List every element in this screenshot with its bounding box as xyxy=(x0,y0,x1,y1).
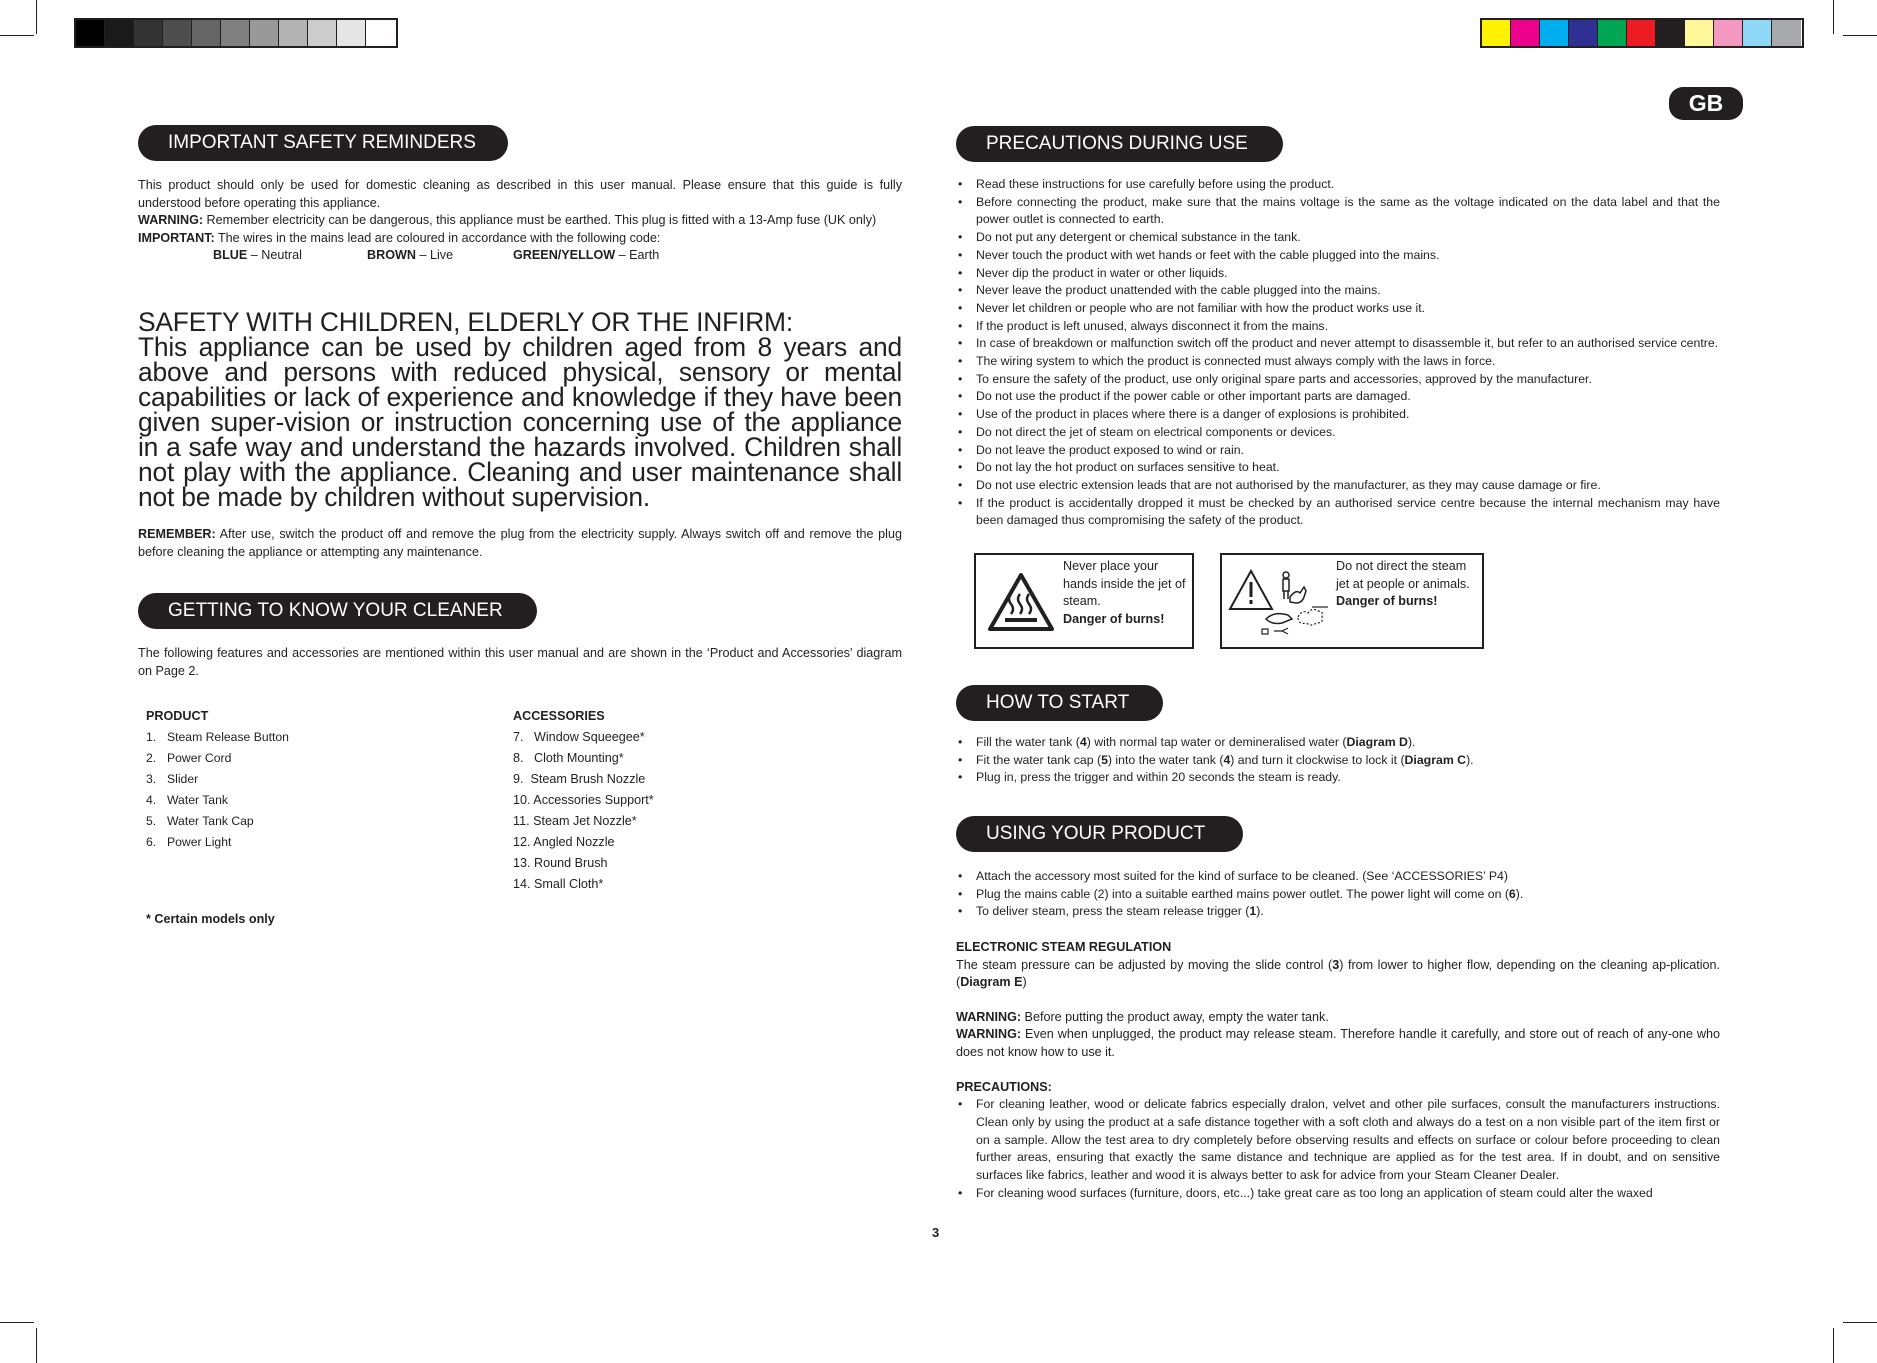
crop-mark xyxy=(0,1322,34,1323)
footnote: * Certain models only xyxy=(146,912,275,926)
section-title-precautions: PRECAUTIONS DURING USE xyxy=(956,126,1283,162)
list-item: • Do not put any detergent or chemical substance in the tank. xyxy=(956,229,1720,247)
list-item: • Never dip the product in water or other liquids. xyxy=(956,265,1720,283)
accessory-item: 7. Window Squeegee* xyxy=(513,730,645,744)
gray-swatch xyxy=(105,20,134,46)
crop-mark xyxy=(1833,0,1834,34)
list-item: • If the product is accidentally dropped it must be checked by an authorised service centre because the internal mechanism may have been damaged thus compromising the safety of the product. xyxy=(956,495,1720,530)
color-swatch xyxy=(1482,20,1511,46)
warning-text: Remember electricity can be dangerous, this appliance must be earthed. This plug is fitted with a 13-Amp fuse (UK only) xyxy=(203,213,877,228)
grayscale-color-bar xyxy=(74,18,398,48)
section-title-how-to-start: HOW TO START xyxy=(956,685,1163,721)
list-item: • Plug in, press the trigger and within 20 seconds the steam is ready. xyxy=(956,769,1720,787)
gray-swatch xyxy=(221,20,250,46)
color-swatch xyxy=(1569,20,1598,46)
accessory-item: 11. Steam Jet Nozzle* xyxy=(513,814,637,828)
precautions-block xyxy=(956,176,1720,530)
accessory-item: 9. Steam Brush Nozzle xyxy=(513,772,646,786)
warning-box-message: Do not direct the steam jet at people or animals. xyxy=(1336,559,1470,591)
list-item: • The wiring system to which the product is connected must always comply with the laws in force. xyxy=(956,353,1720,371)
list-item: • In case of breakdown or malfunction switch off the product and never attempt to disassemble it, but refer to an authorised service centre. xyxy=(956,335,1720,353)
accessory-item: 10. Accessories Support* xyxy=(513,793,654,807)
gray-swatch xyxy=(337,20,366,46)
list-item: • To deliver steam, press the steam release trigger (1). xyxy=(956,903,1720,921)
list-item: • Do not lay the hot product on surfaces sensitive to heat. xyxy=(956,459,1720,477)
color-swatch xyxy=(1598,20,1627,46)
color-swatch xyxy=(1627,20,1656,46)
crop-mark xyxy=(1843,35,1877,36)
section-title-safety: IMPORTANT SAFETY REMINDERS xyxy=(138,125,508,161)
remember-label: REMEMBER: xyxy=(138,527,216,541)
list-item: • To ensure the safety of the product, use only original spare parts and accessories, approved by the manufacturer. xyxy=(956,371,1720,389)
remember-note xyxy=(138,526,902,561)
color-swatch xyxy=(1656,20,1685,46)
warning-box-text xyxy=(1063,558,1189,628)
list-item: • Use of the product in places where there is a danger of explosions is prohibited. xyxy=(956,406,1720,424)
children-heading: SAFETY WITH CHILDREN, ELDERLY OR THE INFIRM: xyxy=(138,307,793,337)
list-item: • Fit the water tank cap (5) into the water tank (4) and turn it clockwise to lock it (Diagram C). xyxy=(956,752,1720,770)
important-label: IMPORTANT: xyxy=(138,230,215,245)
precautions-list xyxy=(956,176,1720,530)
list-item: • Plug the mains cable (2) into a suitable earthed mains power outlet. The power light will come on (6). xyxy=(956,886,1720,904)
warning-label: WARNING: xyxy=(138,213,204,228)
surface-precautions-list xyxy=(956,1096,1720,1202)
warning-box-message: Never place your hands inside the jet of steam. xyxy=(1063,559,1186,608)
list-item: • If the product is left unused, always disconnect it from the mains. xyxy=(956,318,1720,336)
wire-color: BLUE xyxy=(213,248,248,263)
wire-green-yellow xyxy=(513,247,659,265)
wire-code-row xyxy=(138,247,902,265)
wire-meaning: – Earth xyxy=(615,248,660,263)
gray-swatch xyxy=(192,20,221,46)
section-title-know: GETTING TO KNOW YOUR CLEANER xyxy=(138,593,537,629)
list-item: • For cleaning wood surfaces (furniture, doors, etc...) take great care as too long an application of steam could alter the waxed xyxy=(956,1185,1720,1203)
crop-mark xyxy=(0,35,34,36)
product-item xyxy=(146,727,466,748)
safety-important xyxy=(138,230,902,248)
wire-meaning: – Neutral xyxy=(247,248,302,263)
color-swatch xyxy=(1714,20,1743,46)
gray-swatch xyxy=(308,20,337,46)
children-body: This appliance can be used by children aged from 8 years and above and persons with reduced physical, sensory or mental capabilities or lack of experience and knowledge if they have been given super-vision or instruction concerning use of the appliance in a safe way and understand the hazards involved. Children shall not play with the appliance. Cleaning and user maintenance shall not be made by children without supervision. xyxy=(138,332,902,512)
precautions-heading: PRECAUTIONS: xyxy=(956,1079,1052,1094)
do-not-aim-warning-icon xyxy=(1226,567,1336,641)
item-number: 4. xyxy=(146,793,157,807)
list-item: • Never touch the product with wet hands or feet with the cable plugged into the mains. xyxy=(956,247,1720,265)
children-block xyxy=(138,307,902,561)
page-number: 3 xyxy=(932,1225,940,1240)
item-name: Steam Release Button xyxy=(167,730,289,744)
product-item xyxy=(146,811,466,832)
accessory-item: 12. Angled Nozzle xyxy=(513,835,615,849)
how-to-start-block xyxy=(956,734,1720,787)
process-color-bar xyxy=(1480,18,1804,48)
warning-box-hot-steam xyxy=(974,553,1194,649)
safety-block xyxy=(138,177,902,265)
hot-surface-warning-icon xyxy=(987,572,1055,632)
list-item: • Read these instructions for use carefully before using the product. xyxy=(956,176,1720,194)
how-to-start-list xyxy=(956,734,1720,787)
color-swatch xyxy=(1685,20,1714,46)
remember-text: After use, switch the product off and remove the plug from the electricity supply. Always switch off and remove the plug before cleaning the appliance or attempting any maintenance. xyxy=(138,527,902,559)
esr-text: The steam pressure can be adjusted by moving the slide control (3) from lower to higher flow, depending on the cleaning ap-plication. (Diagram E) xyxy=(956,957,1720,990)
crop-mark xyxy=(1843,1322,1877,1323)
wire-brown xyxy=(367,247,453,265)
warning-unplugged: WARNING: Even when unplugged, the product may release steam. Therefore handle it carefully, and store out of reach of any-one who does not know how to use it. xyxy=(956,1027,1720,1060)
list-item: • Do not direct the jet of steam on electrical components or devices. xyxy=(956,424,1720,442)
wire-color: GREEN/YELLOW xyxy=(513,248,616,263)
item-number: 6. xyxy=(146,835,157,849)
crop-mark xyxy=(36,1328,37,1363)
crop-mark xyxy=(1833,1328,1834,1363)
color-swatch xyxy=(1540,20,1569,46)
accessories-heading: ACCESSORIES xyxy=(513,709,605,723)
product-item xyxy=(146,748,466,769)
wire-meaning: – Live xyxy=(415,248,454,263)
list-item: • Attach the accessory most suited for the kind of surface to be cleaned. (See ‘ACCESSORIES’ P4) xyxy=(956,868,1720,886)
list-item: • Before connecting the product, make sure that the mains voltage is the same as the voltage indicated on the data label and that the power outlet is connected to earth. xyxy=(956,194,1720,229)
warning-box-danger: Danger of burns! xyxy=(1336,594,1438,608)
item-number: 5. xyxy=(146,814,157,828)
product-heading: PRODUCT xyxy=(146,709,209,723)
language-badge: GB xyxy=(1669,87,1743,120)
item-name: Water Tank xyxy=(167,793,228,807)
crop-mark xyxy=(36,0,37,34)
warning-empty-tank: WARNING: Before putting the product away, empty the water tank. xyxy=(956,1009,1329,1024)
warning-box-danger: Danger of burns! xyxy=(1063,611,1165,626)
know-intro xyxy=(138,645,902,680)
product-item xyxy=(146,790,466,811)
color-swatch xyxy=(1743,20,1772,46)
product-list-block xyxy=(146,706,466,853)
important-text: The wires in the mains lead are coloured in accordance with the following code: xyxy=(214,230,661,245)
list-item: • For cleaning leather, wood or delicate fabrics especially dralon, velvet and other pile surfaces, consult the manufacturers instructions. Clean only by using the product at a safe distance together with a soft cloth and always do a test on a non visible part of the item first or on a sample. Allow the test area to dry completely before observing results and effects on surface or colour before proceeding to clean further areas, ensuring that exactly the same distance and technique are applied as for the test area. If in doubt, and on sensitive surfaces like fabrics, leather and wood it is always better to ask for advice from your Steam Cleaner Dealer. xyxy=(956,1096,1720,1185)
item-name: Power Cord xyxy=(167,751,232,765)
list-item: • Fill the water tank (4) with normal tap water or demineralised water (Diagram D). xyxy=(956,734,1720,752)
color-swatch xyxy=(1772,20,1801,46)
item-name: Slider xyxy=(167,772,199,786)
accessory-item: 13. Round Brush xyxy=(513,856,608,870)
gray-swatch xyxy=(250,20,279,46)
color-swatch xyxy=(1511,20,1540,46)
product-item xyxy=(146,832,466,853)
item-number: 3. xyxy=(146,772,157,786)
safety-intro: This product should only be used for domestic cleaning as described in this user manual. Please ensure that this guide is fully understood before operating this appliance. xyxy=(138,178,902,210)
accessories-list xyxy=(513,727,833,895)
gray-swatch xyxy=(134,20,163,46)
section-title-using: USING YOUR PRODUCT xyxy=(956,816,1243,852)
accessory-item: 14. Small Cloth* xyxy=(513,877,604,891)
esr-heading: ELECTRONIC STEAM REGULATION xyxy=(956,940,1172,955)
gray-swatch xyxy=(76,20,105,46)
gray-swatch xyxy=(279,20,308,46)
accessories-list-block xyxy=(513,706,833,895)
using-block xyxy=(956,868,1720,1202)
know-intro-text: The following features and accessories are mentioned within this user manual and are shown in the ‘Product and Accessories’ diagram on Page 2. xyxy=(138,646,902,678)
using-list xyxy=(956,868,1720,921)
item-number: 1. xyxy=(146,730,157,744)
list-item: • Do not leave the product exposed to wind or rain. xyxy=(956,442,1720,460)
list-item: • Do not use the product if the power cable or other important parts are damaged. xyxy=(956,388,1720,406)
gray-swatch xyxy=(163,20,192,46)
item-name: Water Tank Cap xyxy=(167,814,254,828)
item-number: 2. xyxy=(146,751,157,765)
gray-swatch xyxy=(366,20,395,46)
product-item xyxy=(146,769,466,790)
safety-warning xyxy=(138,212,902,230)
warning-box-people-animals xyxy=(1220,553,1484,649)
wire-color: BROWN xyxy=(367,248,416,263)
list-item: • Never let children or people who are not familiar with how the product works use it. xyxy=(956,300,1720,318)
warning-box-text xyxy=(1336,558,1476,611)
accessory-item: 8. Cloth Mounting* xyxy=(513,751,624,765)
item-name: Power Light xyxy=(167,835,232,849)
list-item: • Do not use electric extension leads that are not authorised by the manufacturer, as they may cause damage or fire. xyxy=(956,477,1720,495)
wire-blue xyxy=(213,247,302,265)
product-list xyxy=(146,727,466,853)
list-item: • Never leave the product unattended with the cable plugged into the mains. xyxy=(956,282,1720,300)
